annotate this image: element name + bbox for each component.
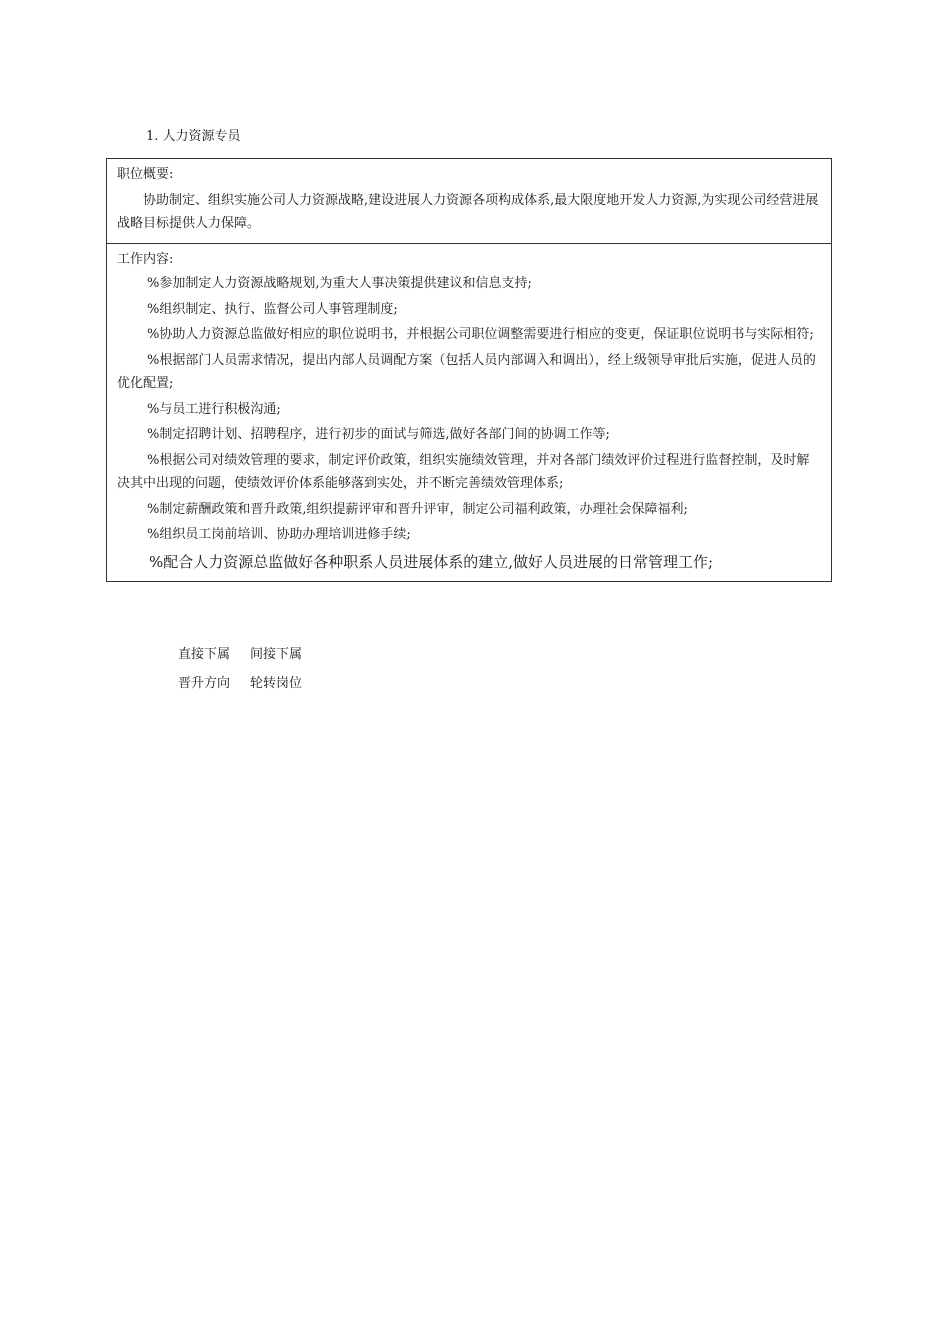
section-heading: 1. 人力资源专员 <box>146 129 241 144</box>
duty-item: %组织制定、执行、监督公司人事管理制度; <box>147 301 398 317</box>
duty-item: %组织员工岗前培训、协助办理培训进修手续; <box>147 527 411 542</box>
job-summary-section <box>107 159 831 243</box>
job-content-label: 工作内容: <box>117 252 174 267</box>
indirect-subordinate-label: 间接下属 <box>250 647 303 662</box>
career-path-row <box>178 675 302 693</box>
job-summary-label: 职位概要: <box>117 167 174 182</box>
duty-item: %协助人力资源总监做好相应的职位说明书，并根据公司职位调整需要进行相应的变更，保证职位说明书与实际相符; <box>147 327 814 342</box>
direct-subordinate-label: 直接下属 <box>178 647 231 662</box>
duty-item: %参加制定人力资源战略规划,为重大人事决策提供建议和信息支持; <box>147 276 532 291</box>
duty-item: %制定薪酬政策和晋升政策,组织提薪评审和晋升评审，制定公司福利政策，办理社会保障福利; <box>147 501 688 517</box>
duty-item: %配合人力资源总监做好各种职系人员进展体系的建立,做好人员进展的日常管理工作; <box>149 552 714 571</box>
job-content-section <box>107 243 831 581</box>
duty-item: %与员工进行积极沟通; <box>147 401 281 417</box>
job-summary-text: 协助制定、组织实施公司人力资源战略,建设进展人力资源各项构成体系,最大限度地开发人力资源,为实现公司经营进展战略目标提供人力保障。 <box>117 193 819 231</box>
job-description-table <box>106 158 832 582</box>
duty-item: %根据公司对绩效管理的要求，制定评价政策，组织实施绩效管理，并对各部门绩效评价过程进行监督控制，及时解决其中出现的问题，使绩效评价体系能够落到实处，并不断完善绩效管理体系; <box>117 452 810 491</box>
duty-item: %制定招聘计划、招聘程序，进行初步的面试与筛选,做好各部门间的协调工作等; <box>147 427 610 442</box>
duty-item: %根据部门人员需求情况，提出内部人员调配方案（包括人员内部调入和调出），经上级领导审批后实施，促进人员的优化配置; <box>117 352 816 391</box>
rotation-position-label: 轮转岗位 <box>250 676 303 691</box>
promotion-direction-label: 晋升方向 <box>178 676 231 691</box>
subordinates-row <box>178 646 302 664</box>
